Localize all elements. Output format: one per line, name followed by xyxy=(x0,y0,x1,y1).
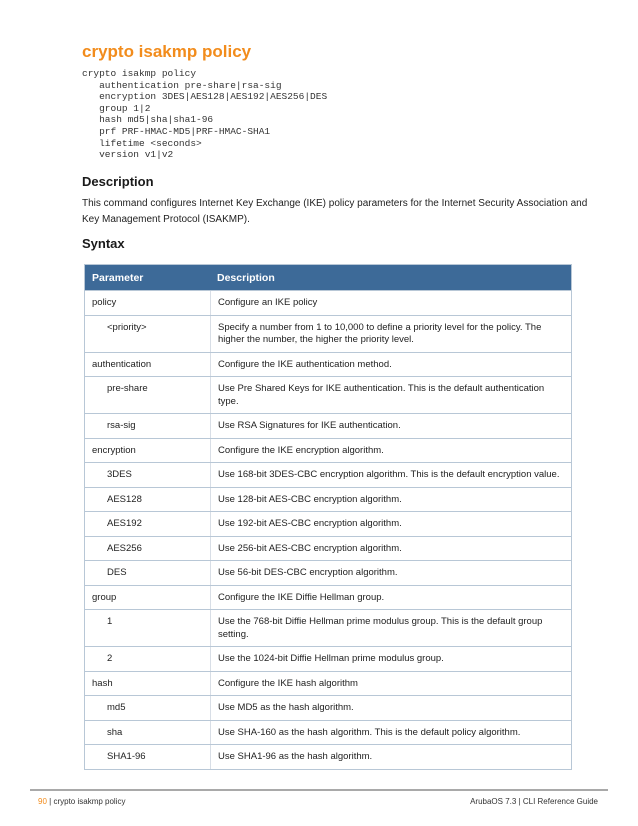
description-cell: Use 256-bit AES-CBC encryption algorithm. xyxy=(210,537,571,561)
footer-section: crypto isakmp policy xyxy=(53,797,126,806)
table-row xyxy=(85,695,571,720)
description-cell: Use the 1024-bit Diffie Hellman prime modulus group. xyxy=(210,647,571,671)
table-row xyxy=(85,560,571,585)
param-cell: hash xyxy=(92,677,113,689)
description-cell: Configure the IKE Diffie Hellman group. xyxy=(210,586,571,610)
table-row xyxy=(85,744,571,769)
param-cell: encryption xyxy=(92,444,136,456)
table-row xyxy=(85,413,571,438)
param-cell: AES256 xyxy=(107,542,142,554)
syntax-line: authentication pre-share|rsa-sig xyxy=(82,79,282,91)
syntax-line: version v1|v2 xyxy=(82,149,174,161)
description-cell: Specify a number from 1 to 10,000 to define a priority level for the policy. The higher the number, the higher the priority level. xyxy=(210,316,571,352)
command-syntax-block xyxy=(82,68,327,161)
footer-divider xyxy=(30,789,608,791)
table-row xyxy=(85,585,571,610)
description-cell: Configure the IKE encryption algorithm. xyxy=(210,439,571,463)
page-title: crypto isakmp policy xyxy=(82,42,252,61)
table-row xyxy=(85,646,571,671)
param-cell: <priority> xyxy=(107,321,147,333)
param-cell: 1 xyxy=(107,616,113,627)
param-cell: authentication xyxy=(92,358,152,370)
description-cell: Configure an IKE policy xyxy=(210,291,571,315)
param-cell: 3DES xyxy=(107,469,132,480)
description-cell: Configure the IKE hash algorithm xyxy=(210,672,571,696)
footer-guide: ArubaOS 7.3 | CLI Reference Guide xyxy=(470,797,598,806)
parameter-table xyxy=(84,264,572,770)
table-row xyxy=(85,376,571,413)
table-row xyxy=(85,438,571,463)
description-cell: Use RSA Signatures for IKE authentication. xyxy=(210,414,571,438)
param-cell: AES192 xyxy=(107,518,142,529)
footer-left xyxy=(38,797,125,806)
description-heading: Description xyxy=(82,174,154,189)
description-cell: Use MD5 as the hash algorithm. xyxy=(210,696,571,720)
description-cell: Use SHA1-96 as the hash algorithm. xyxy=(210,745,571,769)
param-cell: sha xyxy=(107,726,123,738)
description-cell: Use 56-bit DES-CBC encryption algorithm. xyxy=(210,561,571,585)
table-row xyxy=(85,720,571,745)
description-cell: Use 168-bit 3DES-CBC encryption algorithm. This is the default encryption value. xyxy=(210,463,571,487)
table-row xyxy=(85,462,571,487)
param-cell: pre-share xyxy=(107,383,148,394)
param-cell: policy xyxy=(92,297,117,308)
param-cell: DES xyxy=(107,567,127,578)
syntax-line: crypto isakmp policy xyxy=(82,68,197,79)
description-cell: Use 128-bit AES-CBC encryption algorithm. xyxy=(210,488,571,512)
param-cell: 2 xyxy=(107,653,113,664)
page-number: 90 xyxy=(38,797,47,806)
table-row xyxy=(85,671,571,696)
description-cell: Use the 768-bit Diffie Hellman prime modulus group. This is the default group setting. xyxy=(210,610,571,646)
param-cell: rsa-sig xyxy=(107,420,136,431)
header-description: Description xyxy=(217,271,275,284)
description-cell: Configure the IKE authentication method. xyxy=(210,353,571,377)
table-row xyxy=(85,315,571,352)
syntax-line: group 1|2 xyxy=(82,102,151,114)
description-cell: Use SHA-160 as the hash algorithm. This is the default policy algorithm. xyxy=(210,721,571,745)
param-cell: AES128 xyxy=(107,493,142,505)
table-row xyxy=(85,536,571,561)
param-cell: group xyxy=(92,591,117,603)
syntax-line: encryption 3DES|AES128|AES192|AES256|DES xyxy=(82,91,328,103)
table-row xyxy=(85,352,571,377)
table-row xyxy=(85,487,571,512)
description-cell: Use Pre Shared Keys for IKE authentication. This is the default authentication type. xyxy=(210,377,571,413)
description-cell: Use 192-bit AES-CBC encryption algorithm. xyxy=(210,512,571,536)
table-header xyxy=(85,265,571,290)
footer-separator: | xyxy=(49,797,52,806)
syntax-line: prf PRF-HMAC-MD5|PRF-HMAC-SHA1 xyxy=(82,125,271,137)
syntax-line: hash md5|sha|sha1-96 xyxy=(82,114,214,126)
table-row xyxy=(85,511,571,536)
syntax-heading: Syntax xyxy=(82,236,125,251)
table-body xyxy=(85,290,571,769)
syntax-line: lifetime <seconds> xyxy=(82,137,202,149)
param-cell: SHA1-96 xyxy=(107,751,146,762)
header-parameter: Parameter xyxy=(92,271,144,284)
param-cell: md5 xyxy=(107,702,126,713)
table-row xyxy=(85,609,571,646)
description-text: This command configures Internet Key Exchange (IKE) policy parameters for the Internet Security Association and Key Management Protocol (ISAKMP). xyxy=(82,198,588,225)
table-row xyxy=(85,290,571,315)
